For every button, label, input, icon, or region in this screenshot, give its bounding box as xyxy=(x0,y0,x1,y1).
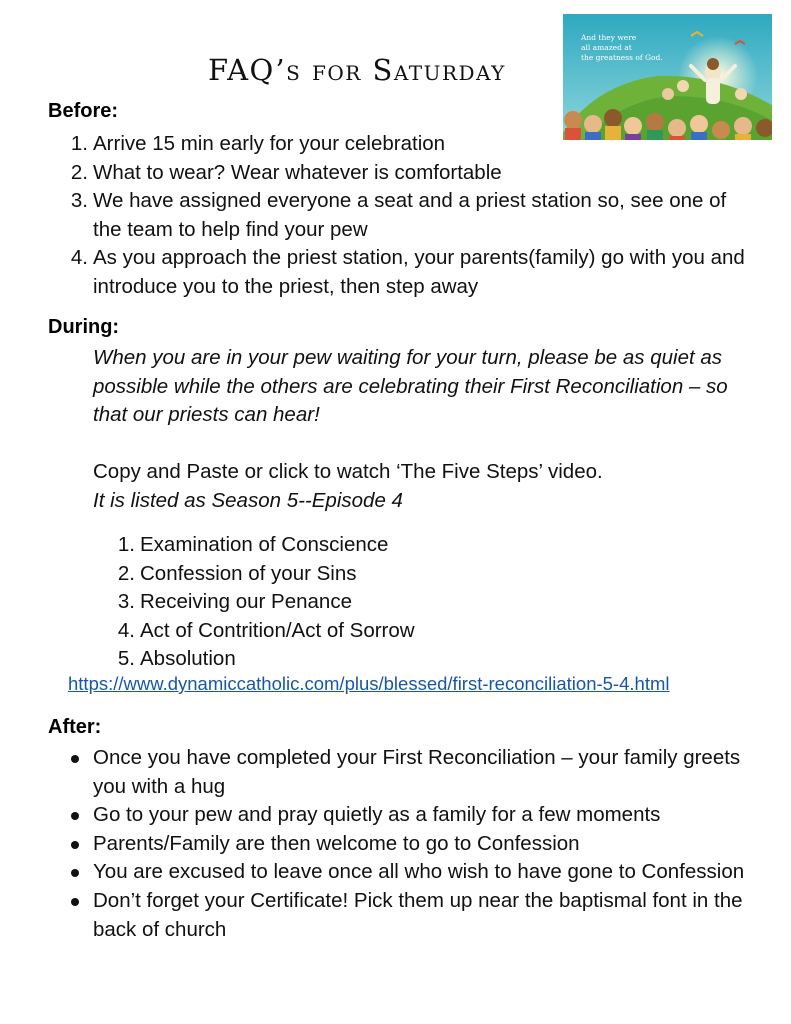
list-item xyxy=(66,801,756,830)
list-item xyxy=(113,531,713,560)
list-item xyxy=(66,159,756,188)
item-text: Once you have completed your First Reconciliation – your family greets you with a hug xyxy=(93,746,741,798)
list-item xyxy=(113,560,713,589)
list-item xyxy=(66,744,756,801)
item-number: 1. xyxy=(70,132,88,155)
illustration-caption-line-1: And they were xyxy=(581,33,637,42)
list-item xyxy=(113,645,713,674)
item-text: You are excused to leave once all who wish to have gone to Confession xyxy=(93,860,745,884)
bullet-icon xyxy=(71,841,79,849)
five-steps-video-link[interactable]: https://www.dynamiccatholic.com/plus/blessed/first-reconciliation-5-4.html xyxy=(68,673,670,694)
item-number: 3. xyxy=(70,189,88,213)
bullet-icon xyxy=(71,869,79,877)
list-item xyxy=(66,887,756,944)
item-text: Arrive 15 min early for your celebration xyxy=(93,132,446,155)
during-note: When you are in your pew waiting for your turn, please be as quiet as possible while the others are celebrating their First Reconciliation – so that our priests can hear! xyxy=(93,346,728,427)
list-item xyxy=(66,858,756,887)
step-text: Examination of Conscience xyxy=(140,533,389,556)
list-item xyxy=(66,187,756,244)
page-title: FAQ’s for Saturday xyxy=(208,53,506,87)
step-number: 3. xyxy=(117,590,135,614)
list-item xyxy=(66,830,756,859)
after-list xyxy=(66,744,756,944)
item-text: Don’t forget your Certificate! Pick them up near the baptismal font in the back of church xyxy=(93,888,743,941)
item-number: 4. xyxy=(70,246,88,270)
illustration-caption-line-3: the greatness of God. xyxy=(581,53,663,62)
item-text: What to wear? Wear whatever is comfortable xyxy=(93,160,502,184)
illustration-jesus-with-children xyxy=(563,14,772,140)
step-text: Absolution xyxy=(140,647,236,671)
step-number: 4. xyxy=(117,618,135,642)
step-number: 5. xyxy=(117,647,135,671)
step-text: Confession of your Sins xyxy=(140,561,357,585)
bullet-icon xyxy=(71,812,79,820)
before-list xyxy=(66,130,756,302)
illustration-caption-line-2: all amazed at xyxy=(581,43,632,52)
list-item xyxy=(113,617,713,646)
video-listing: It is listed as Season 5--Episode 4 xyxy=(93,488,403,512)
item-text: We have assigned everyone a seat and a priest station so, see one of the team to help find your pew xyxy=(93,189,727,241)
list-item xyxy=(113,588,713,617)
video-text: Copy and Paste or click to watch ‘The Five Steps’ video. xyxy=(93,460,603,483)
step-text: Act of Contrition/Act of Sorrow xyxy=(140,618,415,642)
item-number: 2. xyxy=(70,160,88,184)
step-text: Receiving our Penance xyxy=(140,590,352,614)
five-steps-list xyxy=(113,531,713,674)
item-text: Go to your pew and pray quietly as a family for a few moments xyxy=(93,803,661,827)
list-item xyxy=(66,244,756,301)
bullet-icon xyxy=(71,755,79,763)
bullet-icon xyxy=(71,898,79,906)
item-text: As you approach the priest station, your parents(family) go with you and introduce you to the priest, then step away xyxy=(93,246,745,298)
item-text: Parents/Family are then welcome to go to Confession xyxy=(93,831,580,855)
step-number: 1. xyxy=(117,533,135,556)
list-item xyxy=(66,130,756,159)
video-instructions xyxy=(93,458,753,515)
before-heading: Before: xyxy=(48,100,119,122)
after-heading: After: xyxy=(48,716,102,738)
step-number: 2. xyxy=(117,561,135,585)
during-heading: During: xyxy=(48,316,120,338)
